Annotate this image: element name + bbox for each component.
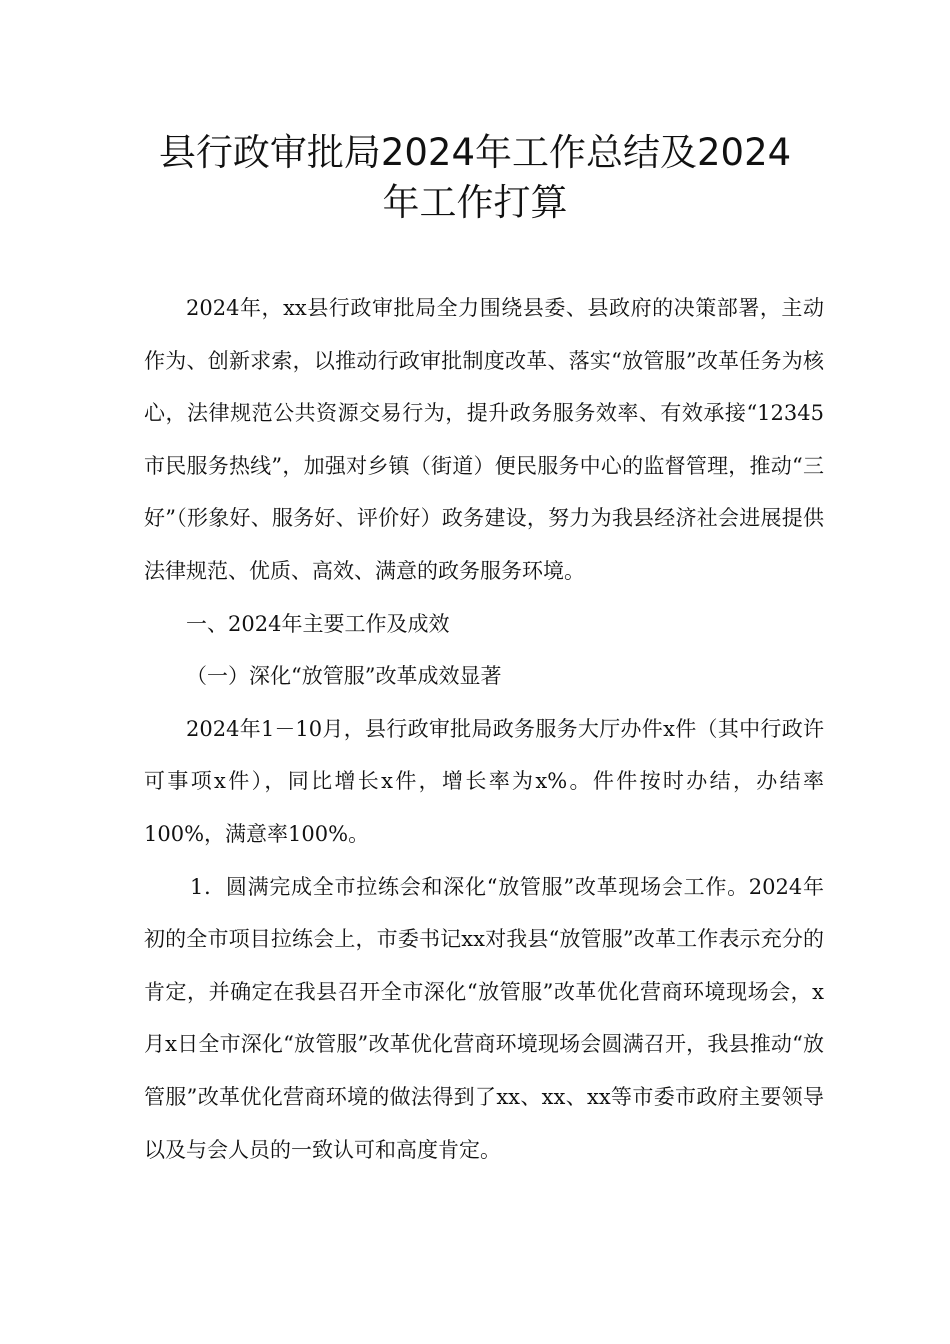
document-body	[144, 282, 824, 1176]
statistics-paragraph: 2024年1－10月，县行政审批局政务服务大厅办件x件（其中行政许可事项x件），同比增长x件，增长率为x%。件件按时办结，办结率100%，满意率100%。	[144, 716, 824, 846]
title-line-2: 年工作打算	[382, 181, 568, 224]
title-line-1: 县行政审批局2024年工作总结及2024	[158, 131, 792, 174]
document-title	[100, 128, 850, 228]
item-1-paragraph: 1．圆满完成全市拉练会和深化“放管服”改革现场会工作。2024年初的全市项目拉练会上，市委书记xx对我县“放管服”改革工作表示充分的肯定，并确定在我县召开全市深化“放管服”改革优化营商环境现场会，x月x日全市深化“放管服”改革优化营商环境现场会圆满召开，我县推动“放管服”改革优化营商环境的做法得到了xx、xx、xx等市委市政府主要领导以及与会人员的一致认可和高度肯定。	[144, 874, 824, 1162]
section-heading: 一、2024年主要工作及成效	[186, 611, 450, 636]
subsection-heading: （一）深化“放管服”改革成效显著	[186, 664, 502, 689]
intro-paragraph: 2024年，xx县行政审批局全力围绕县委、县政府的决策部署，主动作为、创新求索，以推动行政审批制度改革、落实“放管服”改革任务为核心，法律规范公共资源交易行为，提升政务服务效率、有效承接“12345市民服务热线”，加强对乡镇（街道）便民服务中心的监督管理，推动“三好”（形象好、服务好、评价好）政务建设，努力为我县经济社会进展提供法律规范、优质、高效、满意的政务服务环境。	[144, 296, 824, 583]
